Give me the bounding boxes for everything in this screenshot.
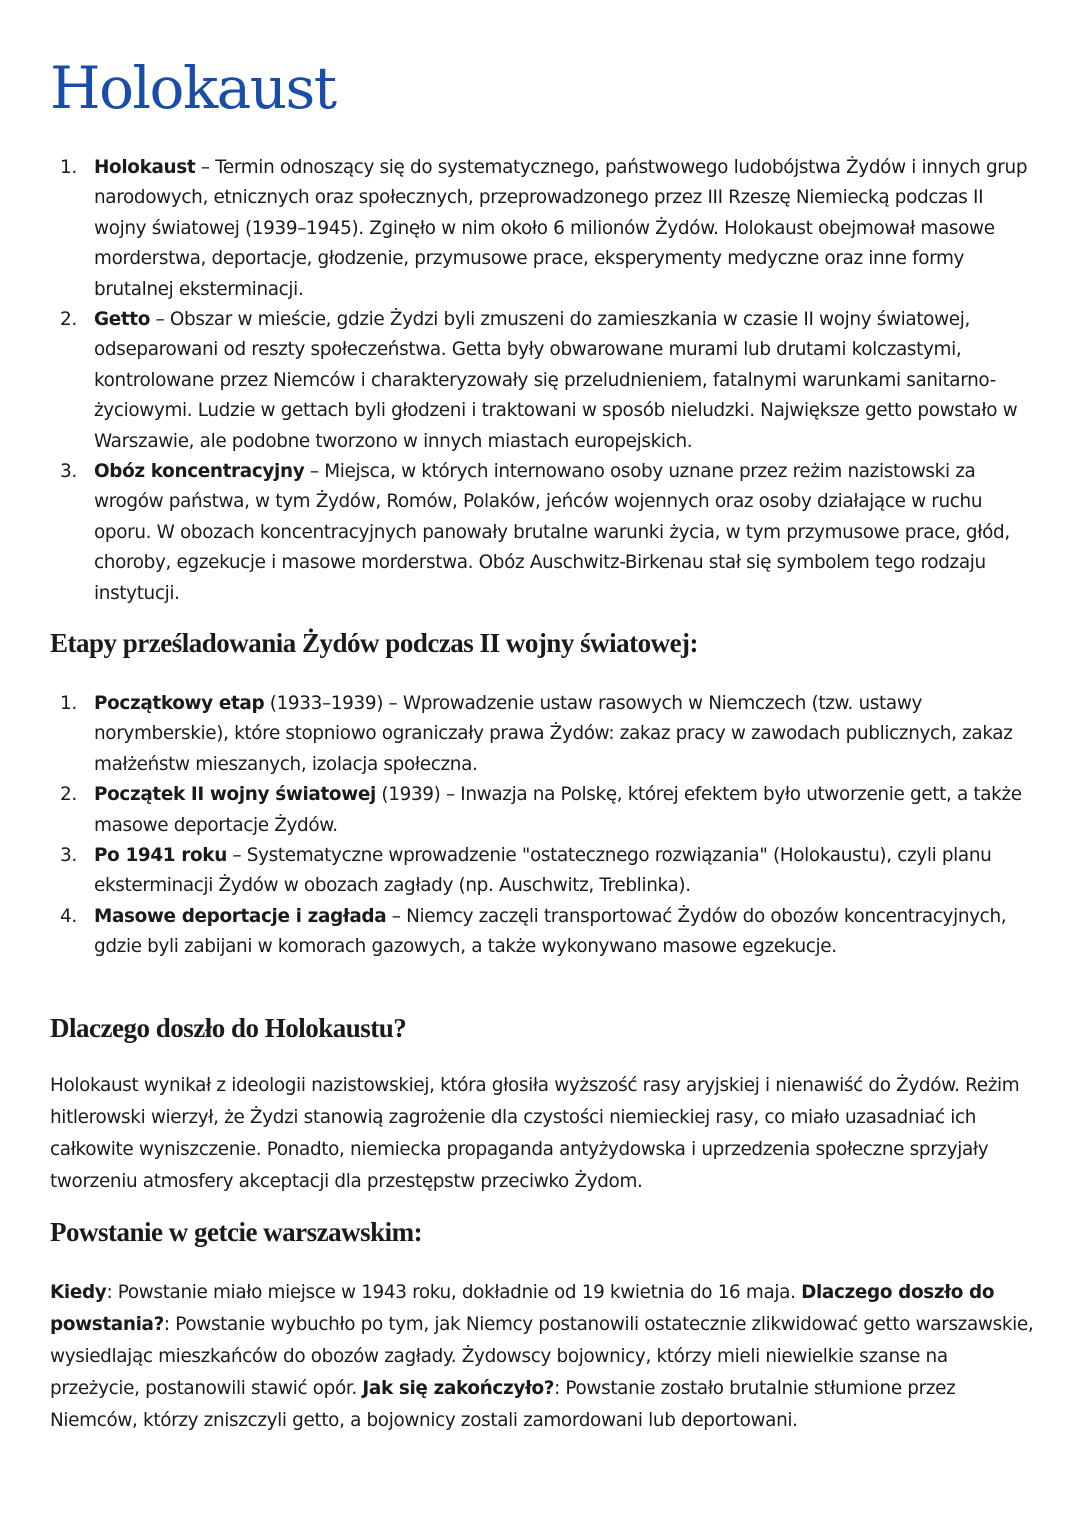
stage-item xyxy=(50,841,1040,902)
item-term: Holokaust xyxy=(94,157,196,178)
page-title: Holokaust xyxy=(50,54,336,122)
item-term: Masowe deportacje i zagłada xyxy=(94,905,387,927)
definition-item xyxy=(50,305,1040,457)
stages-list xyxy=(50,689,1040,963)
uprising-paragraph xyxy=(50,1277,1040,1437)
when-label: Kiedy xyxy=(50,1282,107,1303)
item-text: (1939) – Inwazja na Polskę, której efektem było utworzenie gett, a także masowe deportacje Żydów. xyxy=(94,784,1022,836)
stages-heading: Etapy prześladowania Żydów podczas II wojny światowej: xyxy=(50,628,699,658)
item-number: 2. xyxy=(60,784,77,806)
item-text: – Miejsca, w których internowano osoby uznane przez reżim nazistowski za wrogów państwa, w tym Żydów, Romów, Polaków, jeńców wojennych oraz osoby działające w ruchu oporu. W obozach koncentracyjnych panowały brutalne warunki życia, w tym przymusowe prace, głód, choroby, egzekucje i masowe morderstwa. Obóz Auschwitz-Birkenau stał się symbolem tego rodzaju instytucji. xyxy=(94,461,1010,604)
definition-item xyxy=(50,457,1040,609)
item-term: Początkowy etap xyxy=(94,693,265,714)
item-text: – Obszar w mieście, gdzie Żydzi byli zmuszeni do zamieszkania w czasie II wojny światowej, odseparowani od reszty społeczeństwa. Getta były obwarowane murami lub drutami kolczastymi, kontrolowane przez Niemców i charakteryzowały się przeludnieniem, fatalnymi warunkami sanitarno-życiowymi. Ludzie w gettach byli głodzeni i traktowani w sposób nieludzki. Największe getto powstało w Warszawie, ale podobne tworzono w innych miastach europejskich. xyxy=(94,309,1018,452)
item-term: Obóz koncentracyjny xyxy=(94,461,305,483)
item-number: 3. xyxy=(60,461,77,483)
causes-paragraph: Holokaust wynikał z ideologii nazistowskiej, która głosiła wyższość rasy aryjskiej i nienawiść do Żydów. Reżim hitlerowski wierzył, że Żydzi stanowią zagrożenie dla czystości niemieckiej rasy, co miało uzasadniać ich całkowite wyniszczenie. Ponadto, niemiecka propaganda antyżydowska i uprzedzenia społeczne sprzyjały tworzeniu atmosfery akceptacji dla przestępstw przeciwko Żydom. xyxy=(50,1075,1020,1192)
item-number: 1. xyxy=(60,693,77,714)
why-text: : Powstanie wybuchło po tym, jak Niemcy postanowili ostatecznie zlikwidować getto warszawskie, wysiedlając mieszkańców do obozów zagłady. Żydowscy bojownicy, którzy mieli niewielkie szanse na przeżycie, postanowili stawić opór. xyxy=(50,1314,1034,1399)
item-term: Początek II wojny światowej xyxy=(94,784,376,806)
item-term: Po 1941 roku xyxy=(94,845,227,867)
item-number: 4. xyxy=(60,905,77,927)
item-number: 1. xyxy=(60,157,77,178)
definition-item xyxy=(50,153,1040,305)
stage-item xyxy=(50,902,1040,963)
stage-item xyxy=(50,689,1040,780)
item-text: (1933–1939) – Wprowadzenie ustaw rasowych w Niemczech (tzw. ustawy norymberskie), które stopniowo ograniczały prawa Żydów: zakaz pracy w zawodach publicznych, zakaz małżeństw mieszanych, izolacja społeczna. xyxy=(94,693,1013,775)
stage-item xyxy=(50,780,1040,841)
causes-heading: Dlaczego doszło do Holokaustu? xyxy=(50,1013,407,1043)
item-term: Getto xyxy=(94,309,151,331)
why-label: Dlaczego doszło do powstania? xyxy=(50,1282,995,1335)
item-text: – Systematyczne wprowadzenie "ostatecznego rozwiązania" (Holokaustu), czyli planu eksterminacji Żydów w obozach zagłady (np. Auschwitz, Treblinka). xyxy=(94,845,992,897)
item-text: – Termin odnoszący się do systematycznego, państwowego ludobójstwa Żydów i innych grup narodowych, etnicznych oraz społecznych, przeprowadzonego przez III Rzeszę Niemiecką podczas II wojny światowej (1939–1945). Zginęło w nim około 6 milionów Żydów. Holokaust obejmował masowe morderstwa, deportacje, głodzenie, przymusowe prace, eksperymenty medyczne oraz inne formy brutalnej eksterminacji. xyxy=(94,157,1028,300)
uprising-heading: Powstanie w getcie warszawskim: xyxy=(50,1217,423,1247)
item-number: 3. xyxy=(60,845,77,867)
end-label: Jak się zakończyło? xyxy=(362,1378,555,1399)
item-number: 2. xyxy=(60,309,77,331)
definitions-list xyxy=(50,153,1040,609)
item-text: – Niemcy zaczęli transportować Żydów do obozów koncentracyjnych, gdzie byli zabijani w komorach gazowych, a także wykonywano masowe egzekucje. xyxy=(94,905,1007,958)
when-text: : Powstanie miało miejsce w 1943 roku, dokładnie od 19 kwietnia do 16 maja. xyxy=(106,1282,802,1303)
end-text: : Powstanie zostało brutalnie stłumione przez Niemców, którzy zniszczyli getto, a bojownicy zostali zamordowani lub deportowani. xyxy=(50,1378,956,1431)
